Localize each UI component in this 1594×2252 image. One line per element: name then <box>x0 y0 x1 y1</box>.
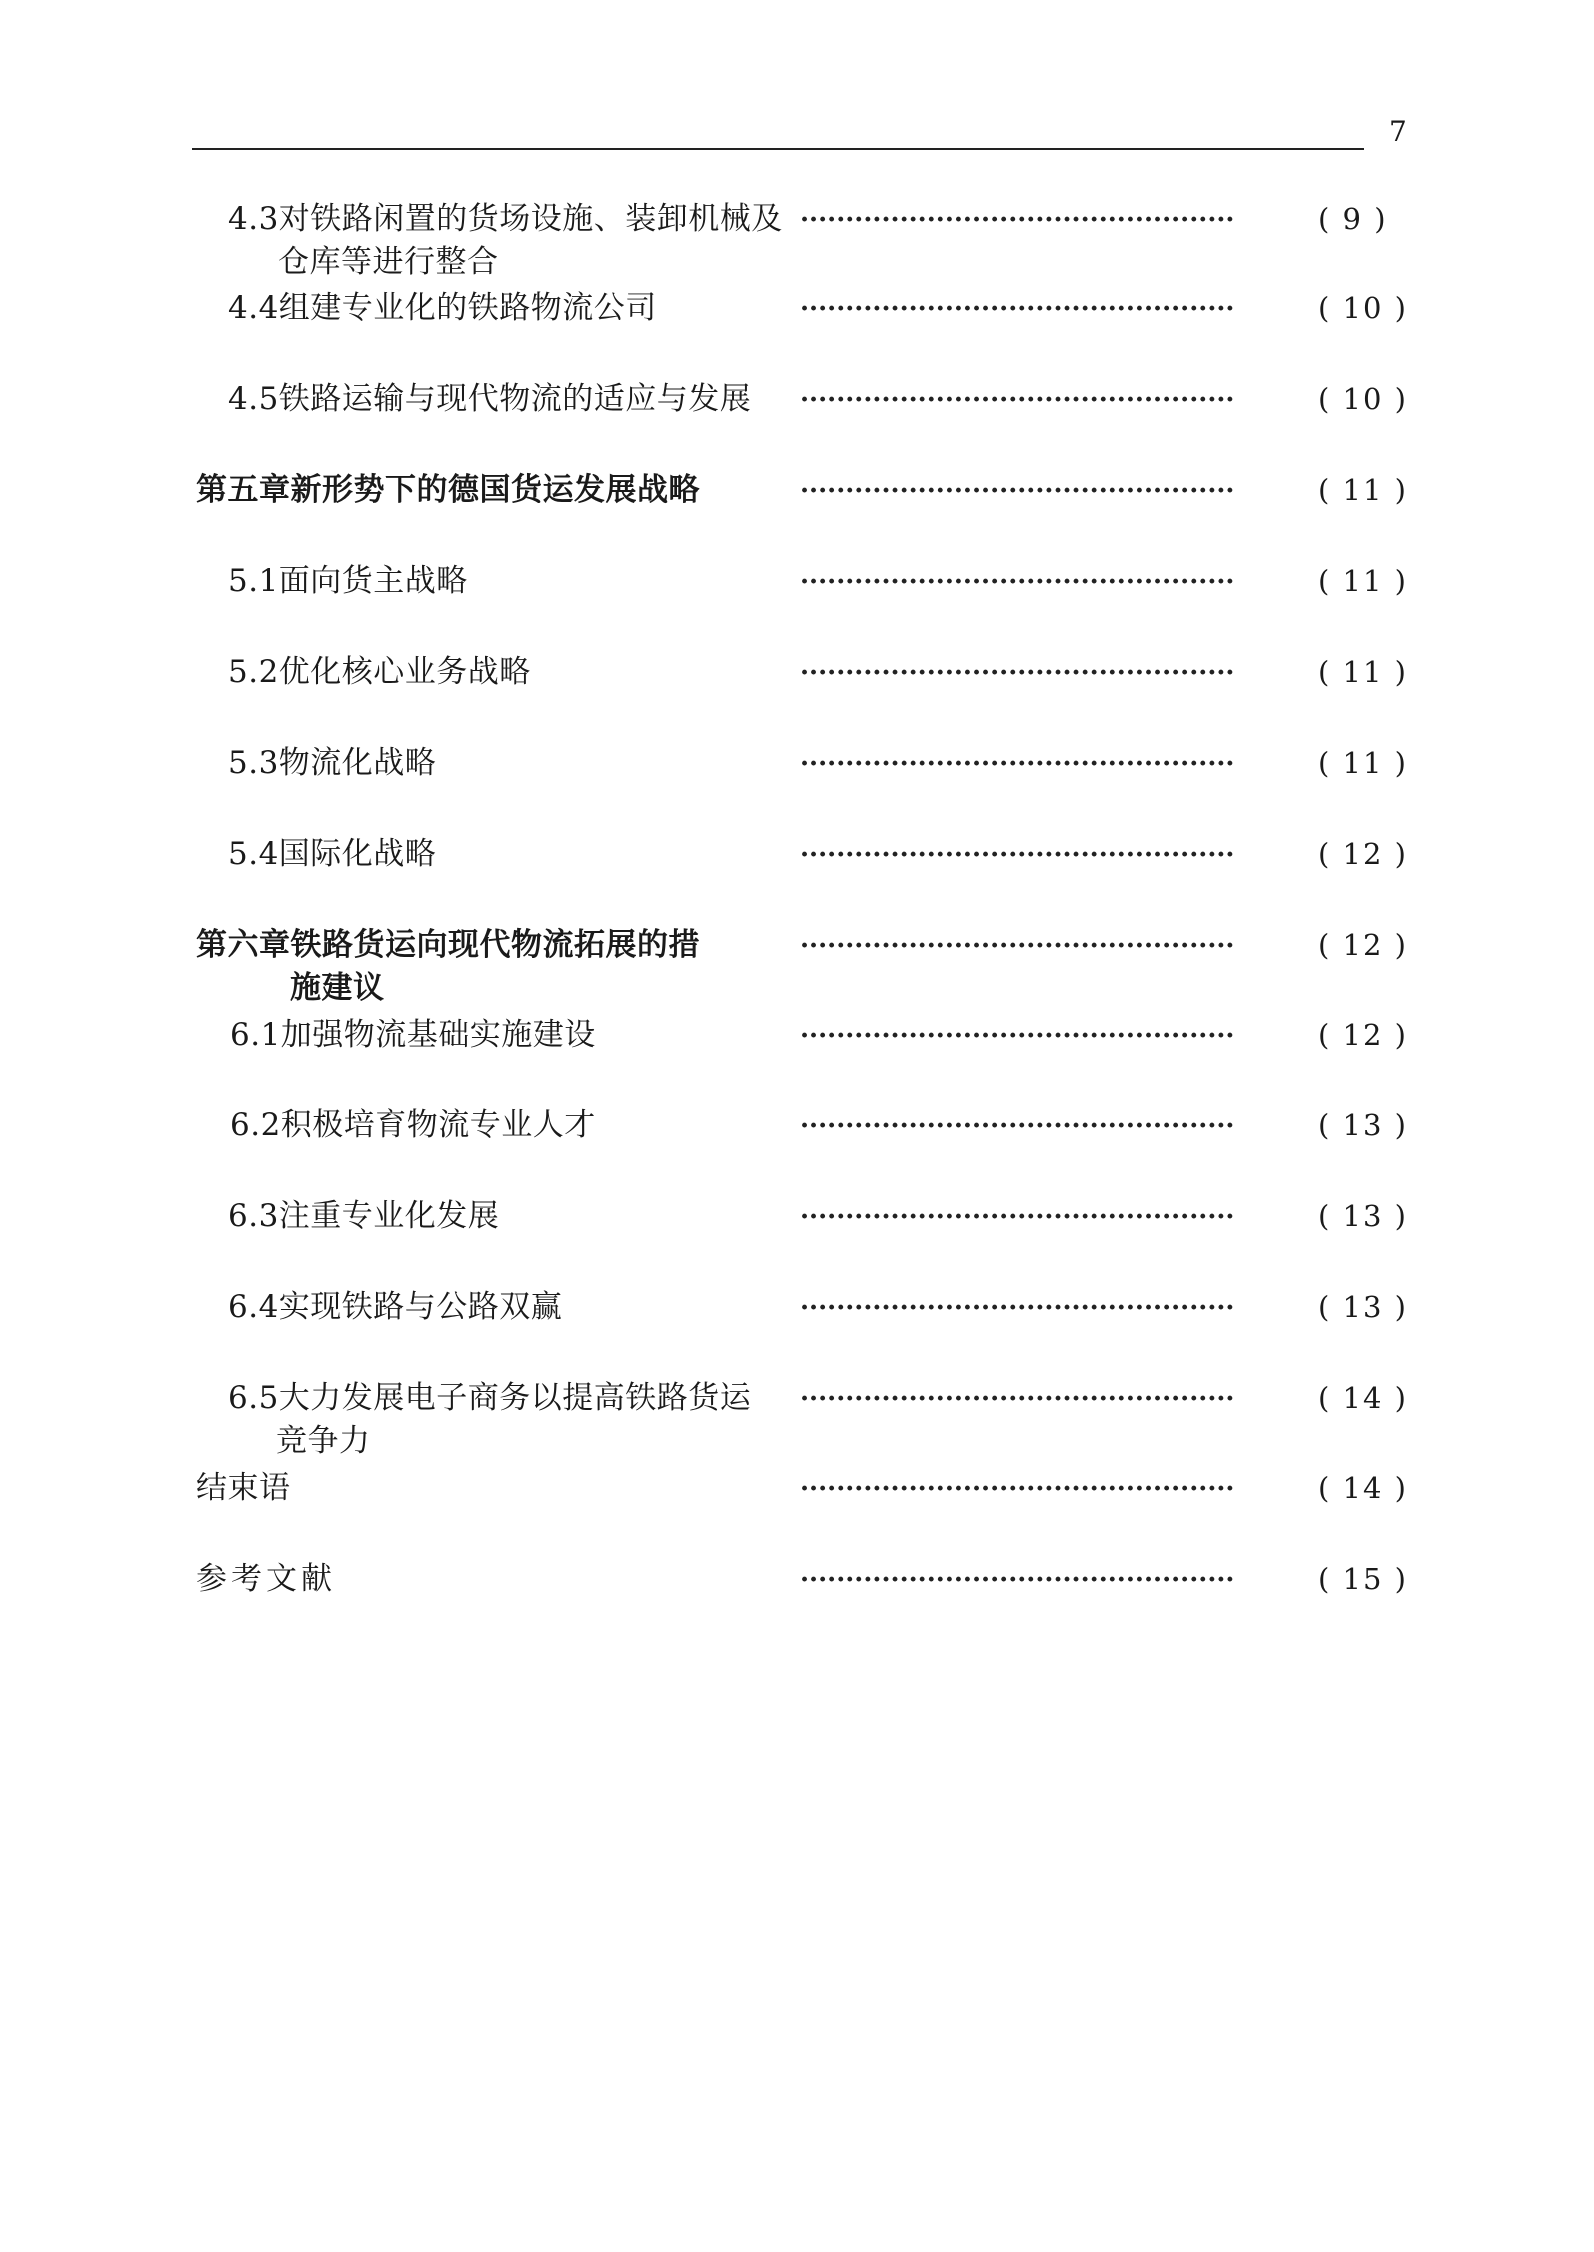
toc-page-number: ( 10 ) <box>1318 291 1408 325</box>
toc-entry-title: 4.5铁路运输与现代物流的适应与发展 <box>228 381 752 417</box>
toc-page-number: ( 15 ) <box>1318 1562 1408 1596</box>
toc-page-number: ( 13 ) <box>1318 1108 1408 1142</box>
toc-entry-title: 5.1面向货主战略 <box>228 563 468 599</box>
toc-entry-title: 5.4国际化战略 <box>228 836 437 872</box>
toc-entry-title-line2: 施建议 <box>290 970 385 1006</box>
toc-entry-title: 6.1加强物流基础实施建设 <box>230 1017 596 1053</box>
dot-leader: ················································ <box>800 1389 1235 1409</box>
toc-entry-title <box>196 924 700 1010</box>
toc-entry-title <box>228 1377 751 1463</box>
toc-entry-title: 4.4组建专业化的铁路物流公司 <box>228 290 657 326</box>
toc-page-number: ( 11 ) <box>1318 746 1408 780</box>
toc-entry-title: 6.3注重专业化发展 <box>228 1198 500 1234</box>
dot-leader: ················································ <box>800 1479 1235 1499</box>
toc-page-number: ( 12 ) <box>1318 928 1408 962</box>
dot-leader: ················································ <box>800 481 1235 501</box>
toc-entry-title <box>228 198 783 284</box>
toc-page-number: ( 13 ) <box>1318 1199 1408 1233</box>
toc-entry-title: 第五章新形势下的德国货运发展战略 <box>196 472 700 508</box>
toc-entry-title-line1: 第六章铁路货运向现代物流拓展的措 <box>196 927 700 963</box>
toc-page-number: ( 11 ) <box>1318 564 1408 598</box>
dot-leader: ················································ <box>800 663 1235 683</box>
toc-page-number: ( 12 ) <box>1318 837 1408 871</box>
dot-leader: ················································ <box>800 1026 1235 1046</box>
toc-page-number: ( 11 ) <box>1318 473 1408 507</box>
dot-leader: ················································ <box>800 210 1235 230</box>
dot-leader: ················································ <box>800 572 1235 592</box>
dot-leader: ················································ <box>800 845 1235 865</box>
toc-page-number: ( 14 ) <box>1318 1471 1408 1505</box>
toc-page-number: ( 9 ) <box>1318 202 1388 236</box>
dot-leader: ················································ <box>800 1570 1235 1590</box>
dot-leader: ················································ <box>800 936 1235 956</box>
toc-entry-title: 参考文献 <box>196 1561 336 1597</box>
dot-leader: ················································ <box>800 1298 1235 1318</box>
dot-leader: ················································ <box>800 1116 1235 1136</box>
toc-entry-title: 结束语 <box>196 1470 291 1506</box>
toc-page-number: ( 10 ) <box>1318 382 1408 416</box>
toc-page-number: ( 11 ) <box>1318 655 1408 689</box>
dot-leader: ················································ <box>800 1207 1235 1227</box>
toc-entry-title-line1: 4.3对铁路闲置的货场设施、装卸机械及 <box>228 201 783 237</box>
toc-entry-title: 5.2优化核心业务战略 <box>228 654 531 690</box>
toc-entry-title: 6.4实现铁路与公路双赢 <box>228 1289 563 1325</box>
toc-page-number: ( 14 ) <box>1318 1381 1408 1415</box>
toc-page-number: ( 13 ) <box>1318 1290 1408 1324</box>
dot-leader: ················································ <box>800 390 1235 410</box>
toc-entry-title-line1: 6.5大力发展电子商务以提高铁路货运 <box>228 1380 752 1416</box>
dot-leader: ················································ <box>800 754 1235 774</box>
page-number: 7 <box>1389 115 1407 148</box>
toc-entry-title: 5.3物流化战略 <box>228 745 437 781</box>
toc-page-number: ( 12 ) <box>1318 1018 1408 1052</box>
toc-entry-title-line2: 竞争力 <box>276 1423 371 1459</box>
dot-leader: ················································ <box>800 299 1235 319</box>
toc-entry-title: 6.2积极培育物流专业人才 <box>230 1107 596 1143</box>
toc-entry-title-line2: 仓库等进行整合 <box>278 244 499 280</box>
